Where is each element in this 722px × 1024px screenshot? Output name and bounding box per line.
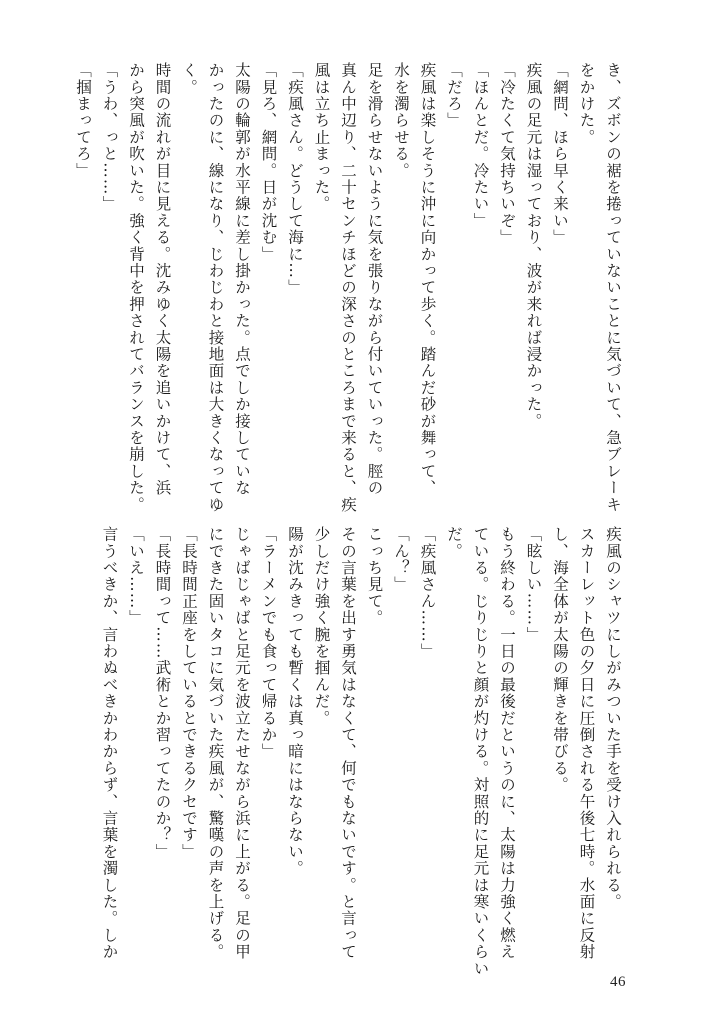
- text-line: 「長時間って……武術とか習ってたのか？」: [153, 526, 172, 860]
- text-line: スカーレット色の夕日に圧倒される午後七時。水面に反射: [577, 526, 596, 961]
- text-line: にできた固いタコに気づいた疾風が、驚嘆の声を上げる。: [206, 526, 225, 961]
- text-line: 「網問、ほら早く来い」: [551, 62, 569, 246]
- text-line: 「疾風さん。どうして海に…」: [286, 62, 304, 296]
- text-line: 疾風の足元は湿っており、波が来れば浸かった。: [524, 62, 543, 430]
- page-number: 46: [610, 974, 626, 990]
- text-line: 「だろ」: [445, 62, 463, 129]
- text-line: から突風が吹いた。強く背中を押されてバランスを崩した。: [127, 62, 145, 513]
- text-line: その言葉を出す勇気はなくて、何でもないです。と言って: [339, 526, 357, 961]
- text-line: ている。じりじりと顔が灼ける。対照的に足元は寒いくらい: [471, 526, 490, 977]
- text-line: 「疾風さん……」: [418, 526, 437, 660]
- text-line: 「長時間正座をしているとできるクセです」: [180, 526, 198, 860]
- text-line: 陽が沈みきっても暫くは真っ暗にはならない。: [286, 526, 304, 877]
- text-line: 真ん中辺り、二十センチほどの深さのところまで来ると、疾: [339, 62, 357, 513]
- text-line: 時間の流れが目に見える。沈みゆく太陽を追いかけて、浜: [153, 62, 172, 497]
- text-line: き、ズボンの裾を捲っていないことに気づいて、急ブレーキ: [604, 62, 622, 513]
- text-line: 言うべきか、言わぬべきかわからず、言葉を濁した。しか: [100, 526, 119, 961]
- text-line: 疾風のシャツにしがみついた手を受け入れられる。: [604, 526, 622, 911]
- text-line: じゃばじゃばと足元を波立たせながら浜に上がる。足の甲: [233, 526, 251, 961]
- text-line: 疾風は楽しそうに沖に向かって歩く。踏んだ砂が舞って、: [418, 62, 437, 497]
- text-line: だ。: [445, 526, 463, 560]
- text-line: 「眩しい……」: [524, 526, 543, 643]
- text-line: し、海全体が太陽の輝きを帯びる。: [551, 526, 569, 794]
- text-line: かったのに、線になり、じわじわと接地面は大きくなってゆ: [206, 62, 225, 513]
- text-line: 「うわ、っと……」: [100, 62, 119, 213]
- text-line: をかけた。: [577, 62, 596, 146]
- text-line: 太陽の輪郭が水平線に差し掛かった。点でしか接していな: [233, 62, 251, 497]
- text-line: 「掴まってろ」: [74, 62, 92, 179]
- text-line: 足を滑らせないように気を張りながら付いていった。脛の: [365, 62, 384, 497]
- text-line: 「いえ……」: [127, 526, 145, 627]
- text-line: 「ん？」: [392, 526, 410, 593]
- text-line: こっち見て。: [365, 526, 384, 627]
- text-line: 少しだけ強く腕を掴んだ。: [312, 526, 331, 727]
- text-line: 「ラーメンでも食って帰るか」: [259, 526, 278, 760]
- text-line: 水を濁らせる。: [392, 62, 410, 179]
- text-line: もう終わる。一日の最後だというのに、太陽は力強く燃え: [498, 526, 516, 961]
- text-block-lower: [96, 526, 626, 977]
- text-block-upper: [70, 62, 627, 513]
- text-line: 「冷たくて気持ちいぞ」: [498, 62, 516, 246]
- text-line: 「ほんとだ。冷たい」: [471, 62, 490, 229]
- text-line: 「見ろ、網問。日が沈む」: [259, 62, 278, 263]
- text-line: 風は立ち止まった。: [312, 62, 331, 213]
- text-line: く。: [180, 62, 198, 96]
